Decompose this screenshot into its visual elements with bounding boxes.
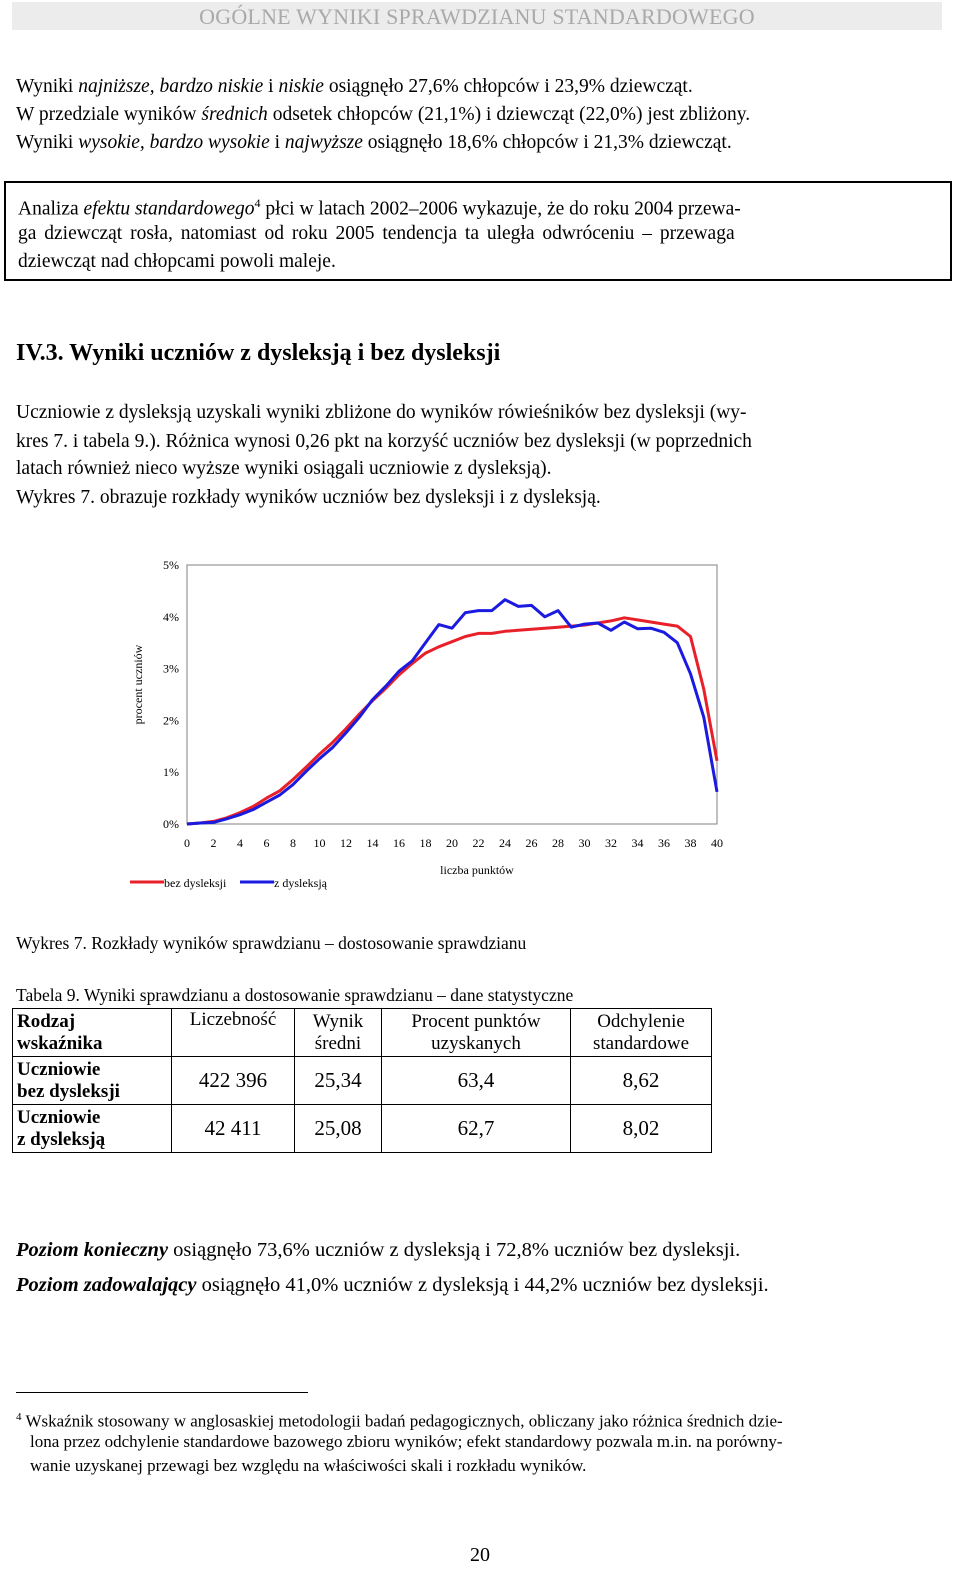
intro-line-3: [16, 130, 732, 155]
x-tick-label: 36: [658, 836, 670, 850]
footnote-rule: [16, 1392, 308, 1393]
section-title: IV.3. Wyniki uczniów z dysleksją i bez dysleksji: [16, 340, 501, 366]
header-cell: Wynik średni: [295, 1009, 382, 1057]
y-tick-label: 1%: [163, 765, 179, 780]
x-tick-label: 40: [711, 836, 723, 850]
chart-caption: Wykres 7. Rozkłady wyników sprawdzianu – dostosowanie sprawdzianu: [16, 933, 527, 953]
box-line-2: ga dziewcząt rosła, natomiast od roku 2005 tendencja ta uległa odwróceniu – przewaga: [18, 223, 735, 244]
row-label: Uczniowie bez dysleksji: [13, 1057, 172, 1105]
footnote-line-3: wanie uzyskanej przewagi bez względu na właściwości skali i rozkładu wyników.: [30, 1456, 587, 1475]
text: osiągnęło 18,6% chłopców i 21,3% dziewcząt.: [362, 132, 732, 153]
intro-line-1: [16, 74, 693, 99]
text: Analiza: [18, 198, 84, 220]
x-tick-label: 8: [290, 836, 296, 850]
cell: 8,62: [571, 1057, 712, 1105]
table-row: [13, 1057, 712, 1105]
level-line-1: [16, 1238, 740, 1263]
section-para-line-3: latach również nieco wyższe wyniki osiągali uczniowie z dysleksją).: [16, 458, 552, 479]
box-line-1: [18, 191, 741, 222]
text-italic: najwyższe: [284, 132, 363, 153]
footnote-number: 4: [16, 1411, 22, 1423]
section-para-line-2: kres 7. i tabela 9.). Różnica wynosi 0,26 pkt na korzyść uczniów bez dysleksji (w poprzednich: [16, 431, 752, 452]
x-tick-label: 12: [340, 836, 352, 850]
text-italic: niskie: [278, 76, 324, 97]
cell: 25,08: [295, 1105, 382, 1153]
level-name: Poziom zadowalający: [16, 1274, 197, 1296]
x-tick-label: 14: [366, 836, 379, 850]
text: i: [263, 76, 279, 97]
x-tick-label: 4: [237, 836, 243, 850]
header-cell: Procent punktów uzyskanych: [382, 1009, 571, 1057]
series-line-bez-dysleksji: [187, 618, 717, 824]
page-number: 20: [470, 1544, 490, 1566]
text-italic: wysokie, bardzo wysokie: [78, 132, 270, 153]
row-label: Uczniowie z dysleksją: [13, 1105, 172, 1153]
level-line-2: [16, 1273, 769, 1298]
x-tick-label: 26: [525, 836, 538, 850]
footnote-ref: 4: [254, 196, 261, 210]
x-tick-label: 10: [313, 836, 326, 850]
text: osiągnęło 73,6% uczniów z dysleksją i 72,8% uczniów bez dysleksji.: [168, 1239, 741, 1261]
legend-label: bez dysleksji: [164, 876, 227, 890]
x-tick-label: 20: [446, 836, 458, 850]
footnote-line-2: lona przez odchylenie standardowe bazowego zbioru wyników; efekt standardowy pozwala m.in. na porówny-: [30, 1432, 783, 1451]
text: płci w latach 2002–2006 wykazuje, że do roku 2004 przewa-: [260, 198, 741, 220]
text: i: [269, 132, 285, 153]
table-row: [13, 1105, 712, 1153]
text: Wyniki: [16, 76, 79, 97]
intro-line-2: [16, 102, 750, 127]
table-caption: Tabela 9. Wyniki sprawdzianu a dostosowanie sprawdzianu – dane statystyczne: [16, 985, 574, 1005]
section-para-line-1: Uczniowie z dysleksją uzyskali wyniki zbliżone do wyników rówieśników bez dysleksji (wy-: [16, 402, 747, 423]
x-tick-label: 0: [184, 836, 190, 850]
table-header-row: [13, 1009, 712, 1057]
x-tick-label: 30: [578, 836, 591, 850]
effect-box: [4, 181, 952, 281]
x-tick-label: 2: [210, 836, 217, 850]
text: odsetek chłopców (21,1%) i dziewcząt (22,0%) jest zbliżony.: [267, 104, 751, 125]
y-tick-label: 0%: [163, 817, 179, 831]
text: osiągnęło 41,0% uczniów z dysleksją i 44,2% uczniów bez dysleksji.: [196, 1274, 769, 1296]
text: Wyniki: [16, 132, 79, 153]
text-italic: efektu standardowego: [83, 198, 255, 220]
text-italic: średnich: [201, 104, 268, 125]
cell: 63,4: [382, 1057, 571, 1105]
level-name: Poziom konieczny: [16, 1239, 169, 1261]
cell: 8,02: [571, 1105, 712, 1153]
x-tick-label: 38: [684, 836, 697, 850]
series-line-z-dysleksja: [187, 600, 717, 824]
header-title: OGÓLNE WYNIKI SPRAWDZIANU STANDARDOWEGO: [199, 4, 755, 29]
cell: 25,34: [295, 1057, 382, 1105]
box-line-3: dziewcząt nad chłopcami powoli maleje.: [18, 251, 336, 272]
cell: 422 396: [172, 1057, 295, 1105]
legend-label: z dysleksją: [274, 876, 327, 890]
x-tick-label: 24: [499, 836, 511, 850]
stats-table: [12, 1008, 712, 1153]
header-cell: Rodzaj wskaźnika: [13, 1009, 172, 1057]
cell: 42 411: [172, 1105, 295, 1153]
page-header: [12, 2, 942, 30]
text-italic: najniższe, bardzo niskie: [78, 76, 264, 97]
text: osiągnęło 27,6% chłopców i 23,9% dziewcząt.: [323, 76, 693, 97]
x-tick-label: 22: [472, 836, 485, 850]
distribution-chart: [120, 555, 740, 900]
x-tick-label: 6: [263, 836, 270, 850]
x-axis-label: liczba punktów: [440, 863, 514, 877]
y-tick-label: 4%: [163, 609, 179, 624]
plot-area: [187, 565, 717, 824]
text: W przedziale wyników: [16, 104, 202, 125]
header-cell: Odchylenie standardowe: [571, 1009, 712, 1057]
x-tick-label: 32: [605, 836, 617, 850]
x-tick-label: 34: [631, 836, 644, 850]
x-tick-label: 28: [552, 836, 564, 850]
y-tick-label: 5%: [163, 558, 179, 572]
x-tick-label: 16: [393, 836, 405, 850]
text: Wskaźnik stosowany w anglosaskiej metodologii badań pedagogicznych, obliczany jako różnica średnich dzie-: [21, 1411, 783, 1431]
section-para-line-4: Wykres 7. obrazuje rozkłady wyników uczniów bez dysleksji i z dysleksją.: [16, 487, 601, 508]
cell: 62,7: [382, 1105, 571, 1153]
y-tick-label: 2%: [163, 713, 179, 728]
y-tick-label: 3%: [163, 661, 179, 676]
header-cell: Liczebność: [172, 1009, 295, 1057]
y-axis-label: procent uczniów: [131, 644, 145, 725]
x-tick-label: 18: [419, 836, 432, 850]
